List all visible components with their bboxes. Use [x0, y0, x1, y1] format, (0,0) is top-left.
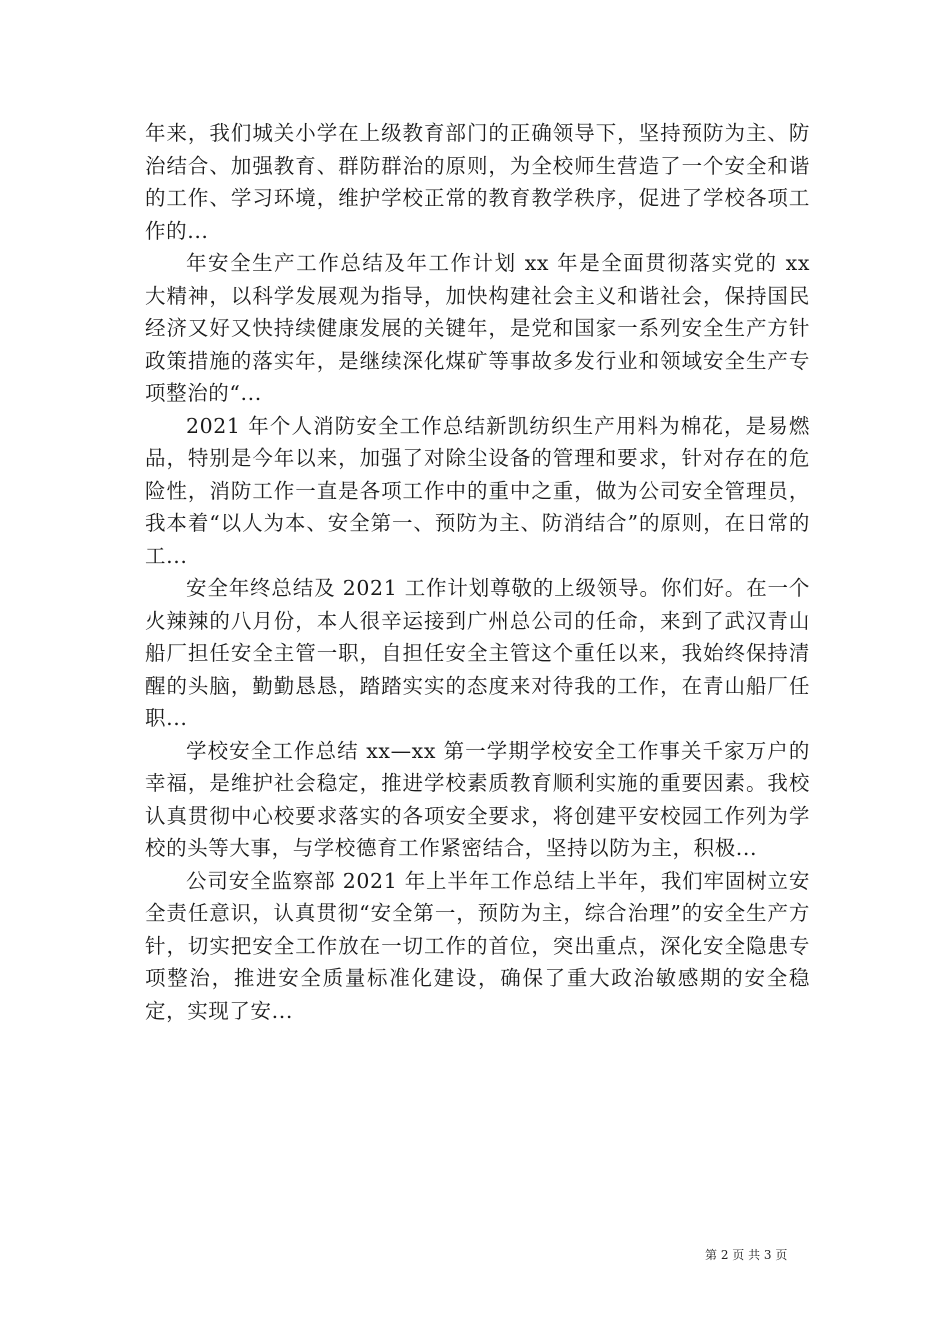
- paragraph-2: 年安全生产工作总结及年工作计划 xx 年是全面贯彻落实党的 xx 大精神，以科学发展观为指导，加快构建社会主义和谐社会，保持国民经济又好又快持续健康发展的关键年，是党和国家一系列安全生产方针政策措施的落实年，是继续深化煤矿等事故多发行业和领域安全生产专项整治的“...: [145, 251, 810, 405]
- paragraph-3: 2021 年个人消防安全工作总结新凯纺织生产用料为棉花，是易燃品，特别是今年以来，加强了对除尘设备的管理和要求，针对存在的危险性，消防工作一直是各项工作中的重中之重，做为公司安全管理员，我本着“以人为本、安全第一、预防为主、防消结合”的原则，在日常的工...: [145, 413, 810, 568]
- paragraph-5: 学校安全工作总结 xx—xx 第一学期学校安全工作事关千家万户的幸福，是维护社会稳定，推进学校素质教育顺利实施的重要因素。我校认真贯彻中心校要求落实的各项安全要求，将创建平安校园工作列为学校的头等大事，与学校德育工作紧密结合，坚持以防为主，积极...: [145, 738, 810, 860]
- page-number-footer: 第 2 页 共 3 页: [705, 1248, 788, 1262]
- paragraph-4: 安全年终总结及 2021 工作计划尊敬的上级领导。你们好。在一个火辣辣的八月份，本人很辛运接到广州总公司的任命，来到了武汉青山船厂担任安全主管一职，自担任安全主管这个重任以来，我始终保持清醒的头脑，勤勤恳恳，踏踏实实的态度来对待我的工作，在青山船厂任职...: [145, 576, 810, 730]
- paragraph-6: 公司安全监察部 2021 年上半年工作总结上半年，我们牢固树立安全责任意识，认真贯彻“安全第一，预防为主，综合治理”的安全生产方针，切实把安全工作放在一切工作的首位，突出重点，深化安全隐患专项整治，推进安全质量标准化建设，确保了重大政治敏感期的安全稳定，实现了安...: [145, 868, 810, 1023]
- document-body: [145, 117, 810, 1027]
- paragraph-1: 年来，我们城关小学在上级教育部门的正确领导下，坚持预防为主、防治结合、加强教育、群防群治的原则，为全校师生营造了一个安全和谐的工作、学习环境，维护学校正常的教育教学秩序，促进了学校各项工作的...: [145, 121, 810, 243]
